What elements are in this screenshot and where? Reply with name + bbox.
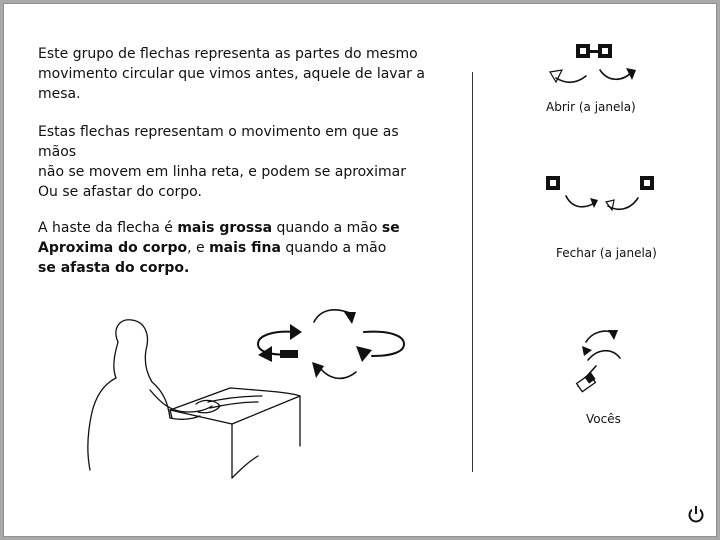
text-line: mãos <box>38 144 77 160</box>
text-bold: se <box>381 220 400 236</box>
text-line: Este grupo de flechas representa as partes do mesmo <box>38 46 418 62</box>
text-line: movimento circular que vimos antes, aquele de lavar a <box>38 66 425 82</box>
label-abrir: Abrir (a janela) <box>546 100 636 114</box>
text-fragment: A haste da flecha é <box>38 220 178 236</box>
text-line: Ou se afastar do corpo. <box>38 184 202 200</box>
text-bold: Aproxima do corpo <box>38 240 188 256</box>
text-line: Estas flechas representam o movimento em que as <box>38 124 399 140</box>
label-voces: Vocês <box>586 412 621 426</box>
text-fragment: quando a mão <box>280 240 387 256</box>
text-fragment: , e <box>187 240 210 256</box>
text-fragment: quando a mão <box>272 220 382 236</box>
text-line: não se movem em linha reta, e podem se aproximar <box>38 164 406 180</box>
label-fechar: Fechar (a janela) <box>556 246 657 260</box>
power-icon[interactable] <box>686 504 706 524</box>
text-line: se afasta do corpo. <box>38 260 190 276</box>
text-bold: mais grossa <box>177 220 273 236</box>
text-bold: mais fina <box>209 240 281 256</box>
text-line: mesa. <box>38 86 81 102</box>
